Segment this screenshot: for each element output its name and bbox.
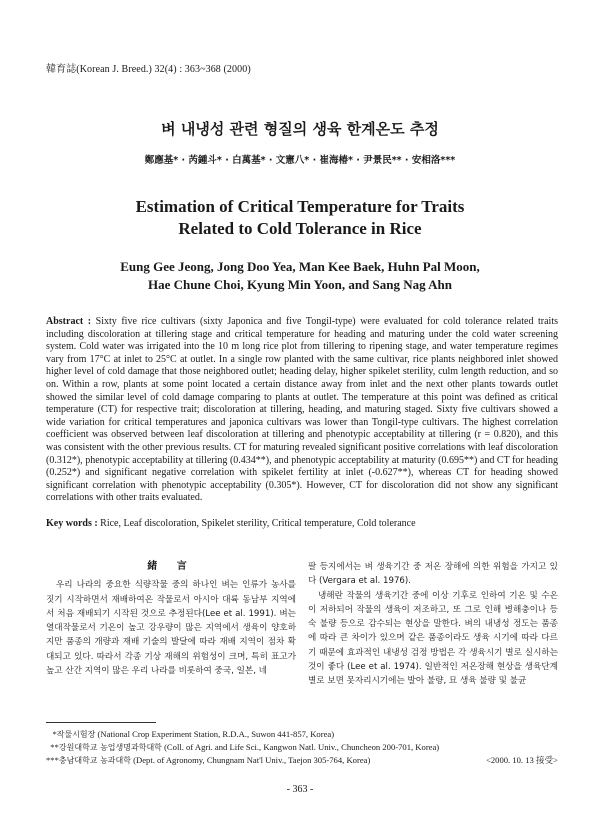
footnote-divider [46,722,156,723]
footnote-2 [46,741,558,754]
intro-paragraph-right-1: 팔 등지에서는 벼 생육기간 중 저온 장해에 의한 위험을 가지고 있다 (Vergara et al. 1976). [308,562,558,587]
footnote-1-mark: * [52,729,57,739]
keywords-text: Rice, Leaf discoloration, Spikelet sterility, Critical temperature, Cold tolerance [100,518,416,529]
footnote-2-mark: ** [50,742,59,752]
english-title-line2: Related to Cold Tolerance in Rice [178,219,422,238]
footnote-3-kr: 충남대학교 농과대학 [58,756,131,765]
footnote-3-mark: *** [46,755,59,765]
journal-citation: 韓育誌(Korean J. Breed.) 32(4) : 363~368 (2000) [46,64,251,75]
english-title [0,196,600,240]
english-title-line1: Estimation of Critical Temperature for Traits [135,197,465,216]
abstract-label: Abstract : [46,316,92,327]
right-column [308,560,558,689]
page-number: - 363 - [286,784,314,795]
left-column [46,560,296,678]
footnote-2-en: (Coll. of Agri. and Life Sci., Kangwon Natl. Univ., Chuncheon 200-701, Korea) [164,742,440,752]
footnote-3 [46,754,558,767]
korean-authors: 鄭應基* · 芮鍾斗* · 白萬基* · 文憲八* · 崔海椿* · 尹景民** · 安相洛*** [144,155,456,166]
received-date: <2000. 10. 13 接受> [486,755,558,765]
footnote-1 [46,728,558,741]
korean-title: 벼 내냉성 관련 형질의 생육 한계온도 추정 [161,120,439,138]
abstract-text: Sixty five rice cultivars (sixty Japonica and five Tongil-type) were evaluated for cold tolerance related traits including discoloration at tillering stage and critical temperature for heading and maturing under the cold water screening system. Cold water was irrigated into the 10 m long rice plot from tillering to ripening stage, and water temperature regimes vary from 17°C at inlet to 25°C at outlet. In a single row planted with the same cultivar, rice plants neighbored inlet showed higher level of cold damage that those neighbored outlet; heading delay, higher spikelet sterility, culm length reduction, and so on. Within a row, plants at some point located a certain distance away from inlet and the next other plants towards outlet showed the similar level of cold damage comparing to plants at outlet. The temperature at this point was defined as critical temperature (CT) for respective trait; discoloration at tillering, heading, and maturing staged. Sixty five cultivars showed a wide variation for critical temperatures and japonica cultivars was lower than Tongil-type cultivars. The highest correlation coefficient was observed between leaf discoloration at tillering and phenotypic acceptability at tillering (r = 0.820), and this was consistent with the other previous results. CT for maturing revealed significant positive correlations with leaf discoloration (0.312*), phenotypic acceptability at tillering (0.434**), and phenotypic acceptability at maturity (0.695**) and CT for heading (0.252*) and significant negative correlation with spikelet fertility at inlet (-0.627**), whereas CT for heading showed significant correlation with phenotypic acceptability (0.305*). However, CT for discoloration did not show any significant correlations with other traits evaluated. [46,316,559,504]
english-authors [0,258,600,294]
english-authors-line1: Eung Gee Jeong, Jong Doo Yea, Man Kee Baek, Huhn Pal Moon, [120,259,480,274]
keywords [46,518,558,529]
english-authors-line2: Hae Chune Choi, Kyung Min Yoon, and Sang Nag Ahn [147,277,453,292]
footnote-3-en: (Dept. of Agronomy, Chungnam Nat'l Univ., Taejon 305-764, Korea) [133,755,371,765]
intro-paragraph-right-2: 냉해란 작물의 생육기간 중에 이상 기후로 인하여 기온 및 수온이 저하되어 작물의 생육이 저조하고, 또 그로 인해 병해충이나 등숙 불량 등으로 감수되는 현상을 말한다. 벼의 내냉성 정도는 품종에 따라 큰 차이가 있으며 같은 품종이라도 생육 시기에 따라 다르기 때문에 효과적인 내냉성 검정 방법은 각 생육시기 별로 실시하는 것이 좋다 (Lee et al. 1974). 일반적인 저온장해 현상을 생육단계 별로 보면 못자리시기에는 발아 불량, 묘 생육 불량 및 불균 [308,590,558,687]
abstract [46,316,558,505]
footnote-1-kr: 작물시험장 [56,730,96,739]
footnote-2-kr: 강원대학교 농업생명과학대학 [58,743,162,752]
footnotes [46,728,558,767]
keywords-label: Key words : [46,518,98,529]
footnote-1-en: (National Crop Experiment Station, R.D.A., Suwon 441-857, Korea) [97,729,335,739]
intro-paragraph-left: 우리 나라의 중요한 식량작물 중의 하나인 벼는 인류가 농사를 짓기 시작하면서 재배하여온 작물로서 아시아 대륙 동남부 지역에서 처음 재배되기 시작된 것으로 추정된다(Lee et al. 1991). 벼는 열대작물로서 기온이 높고 강우량이 많은 지역에서 생육이 양호하지만 품종의 개량과 재배 기술의 발달에 따라 재배 지역이 점차 확대되고 있다. 따라서 각종 기상 재해의 위험성이 크며, 특히 표고가 높고 산간 지역이 많은 우리 나라를 비롯하여 중국, 일본, 네 [46,580,296,677]
section-heading: 緒 言 [147,561,195,572]
